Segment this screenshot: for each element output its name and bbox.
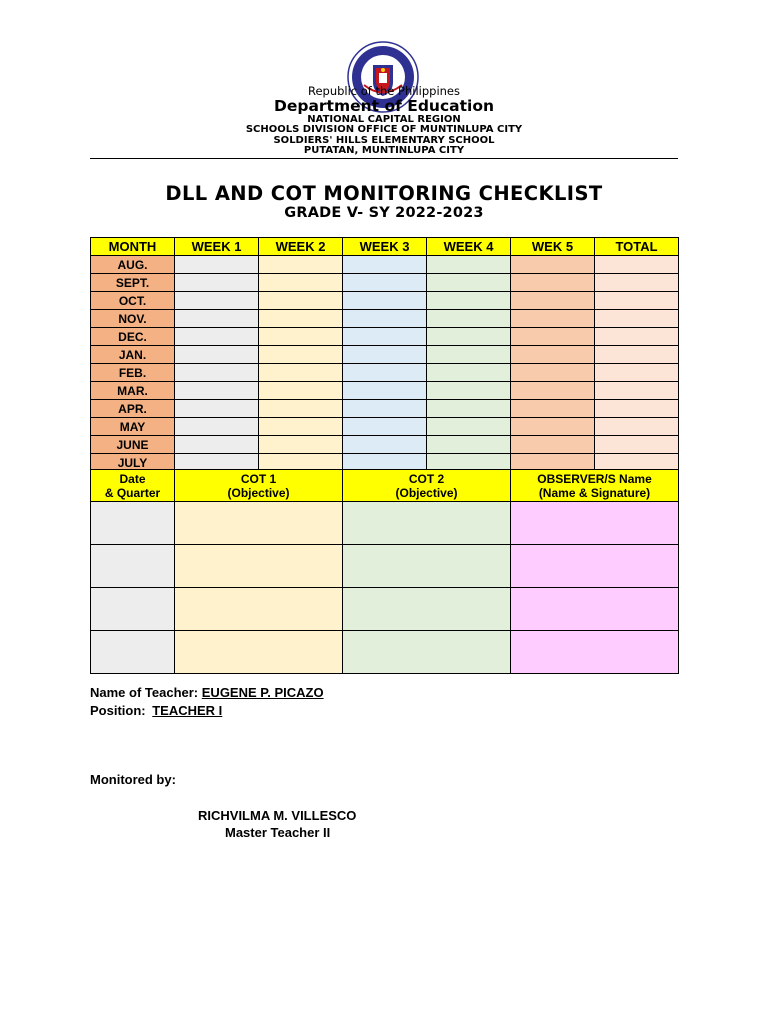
cot-row (91, 545, 679, 588)
total-cell[interactable] (595, 346, 679, 364)
cot2-cell[interactable] (343, 588, 511, 631)
total-cell[interactable] (595, 436, 679, 454)
week-3-cell[interactable] (343, 436, 427, 454)
week-1-cell[interactable] (175, 364, 259, 382)
header-total: TOTAL (595, 238, 679, 256)
teacher-position-line (90, 703, 222, 718)
date-cell[interactable] (91, 502, 175, 545)
week-5-cell[interactable] (511, 364, 595, 382)
week-3-cell[interactable] (343, 346, 427, 364)
week-2-cell[interactable] (259, 400, 343, 418)
header-divider (90, 158, 678, 159)
week-1-cell[interactable] (175, 418, 259, 436)
total-cell[interactable] (595, 256, 679, 274)
week-3-cell[interactable] (343, 292, 427, 310)
month-row (91, 310, 679, 328)
week-2-cell[interactable] (259, 364, 343, 382)
week-1-cell[interactable] (175, 346, 259, 364)
cot1-cell[interactable] (175, 545, 343, 588)
week-5-cell[interactable] (511, 346, 595, 364)
week-4-cell[interactable] (427, 436, 511, 454)
monitor-role: Master Teacher II (225, 825, 331, 840)
date-cell[interactable] (91, 588, 175, 631)
header-observer-line2: (Name & Signature) (538, 485, 651, 500)
week-4-cell[interactable] (427, 400, 511, 418)
cot1-cell[interactable] (175, 588, 343, 631)
week-3-cell[interactable] (343, 256, 427, 274)
observer-cell[interactable] (511, 545, 679, 588)
cot1-cell[interactable] (175, 631, 343, 674)
week-5-cell[interactable] (511, 400, 595, 418)
week-3-cell[interactable] (343, 400, 427, 418)
week-3-cell[interactable] (343, 364, 427, 382)
teacher-name-label: Name of Teacher: (90, 685, 199, 700)
week-4-cell[interactable] (427, 292, 511, 310)
week-1-cell[interactable] (175, 310, 259, 328)
week-4-cell[interactable] (427, 328, 511, 346)
month-label: AUG. (91, 256, 175, 274)
header-week-2: WEEK 2 (259, 238, 343, 256)
cot2-cell[interactable] (343, 545, 511, 588)
republic-line: Republic of the Philippines (307, 84, 461, 98)
header-cot2-line2: (Objective) (395, 485, 458, 500)
week-3-cell[interactable] (343, 382, 427, 400)
monitor-name: RICHVILMA M. VILLESCO (198, 808, 357, 823)
week-3-cell[interactable] (343, 418, 427, 436)
month-label: FEB. (91, 364, 175, 382)
month-row (91, 400, 679, 418)
week-5-cell[interactable] (511, 256, 595, 274)
month-label: OCT. (91, 292, 175, 310)
week-5-cell[interactable] (511, 418, 595, 436)
cot2-cell[interactable] (343, 502, 511, 545)
week-4-cell[interactable] (427, 346, 511, 364)
month-row (91, 364, 679, 382)
week-2-cell[interactable] (259, 274, 343, 292)
month-row (91, 382, 679, 400)
week-4-cell[interactable] (427, 274, 511, 292)
month-label: MAY (91, 418, 175, 436)
week-1-cell[interactable] (175, 328, 259, 346)
header-cot1-line2: (Objective) (227, 485, 290, 500)
week-2-cell[interactable] (259, 292, 343, 310)
header-month: MONTH (91, 238, 175, 256)
week-5-cell[interactable] (511, 292, 595, 310)
week-1-cell[interactable] (175, 292, 259, 310)
month-label: MAR. (91, 382, 175, 400)
cot-observation-table (90, 469, 679, 674)
week-1-cell[interactable] (175, 400, 259, 418)
table-header-row (91, 238, 679, 256)
school-line: SOLDIERS' HILLS ELEMENTARY SCHOOL (273, 135, 495, 146)
position-label: Position: (90, 703, 146, 718)
week-2-cell[interactable] (259, 328, 343, 346)
cot2-cell[interactable] (343, 631, 511, 674)
date-cell[interactable] (91, 631, 175, 674)
week-1-cell[interactable] (175, 256, 259, 274)
total-cell[interactable] (595, 274, 679, 292)
observer-cell[interactable] (511, 588, 679, 631)
date-cell[interactable] (91, 545, 175, 588)
week-1-cell[interactable] (175, 436, 259, 454)
month-row (91, 328, 679, 346)
week-3-cell[interactable] (343, 310, 427, 328)
monitored-by-label: Monitored by: (90, 772, 176, 787)
month-row (91, 274, 679, 292)
week-4-cell[interactable] (427, 364, 511, 382)
teacher-name-line (90, 685, 324, 700)
week-4-cell[interactable] (427, 418, 511, 436)
observer-cell[interactable] (511, 631, 679, 674)
total-cell[interactable] (595, 328, 679, 346)
week-2-cell[interactable] (259, 418, 343, 436)
week-3-cell[interactable] (343, 328, 427, 346)
teacher-name-value: EUGENE P. PICAZO (201, 685, 324, 700)
cot-row (91, 502, 679, 545)
cot-header-row (91, 470, 679, 502)
total-cell[interactable] (595, 418, 679, 436)
week-4-cell[interactable] (427, 310, 511, 328)
week-4-cell[interactable] (427, 256, 511, 274)
cot-row (91, 588, 679, 631)
header-cot2-line1: COT 2 (408, 471, 445, 486)
week-5-cell[interactable] (511, 274, 595, 292)
month-label: APR. (91, 400, 175, 418)
header-cot1-line1: COT 1 (240, 471, 277, 486)
header-cot1 (175, 470, 343, 502)
month-label: JULY (91, 454, 175, 472)
header-observer-line1: OBSERVER/S Name (537, 471, 652, 486)
week-1-cell[interactable] (175, 274, 259, 292)
month-row (91, 436, 679, 454)
cot1-cell[interactable] (175, 502, 343, 545)
header-week-5: WEK 5 (511, 238, 595, 256)
document-subtitle: GRADE V- SY 2022-2023 (284, 205, 484, 221)
total-cell[interactable] (595, 382, 679, 400)
total-cell[interactable] (595, 310, 679, 328)
month-row (91, 346, 679, 364)
address-line: PUTATAN, MUNTINLUPA CITY (303, 145, 465, 156)
month-label: JUNE (91, 436, 175, 454)
total-cell[interactable] (595, 292, 679, 310)
header-date-line1: Date (119, 471, 146, 486)
department-name: Department of Education (273, 97, 495, 115)
month-row (91, 418, 679, 436)
week-4-cell[interactable] (427, 382, 511, 400)
cot-row (91, 631, 679, 674)
header-week-3: WEEK 3 (343, 238, 427, 256)
month-label: DEC. (91, 328, 175, 346)
week-2-cell[interactable] (259, 346, 343, 364)
header-week-4: WEEK 4 (427, 238, 511, 256)
month-row (91, 292, 679, 310)
month-label: JAN. (91, 346, 175, 364)
header-week-1: WEEK 1 (175, 238, 259, 256)
month-label: SEPT. (91, 274, 175, 292)
header-cot2 (343, 470, 511, 502)
header-date-line2: & Quarter (104, 485, 161, 500)
week-2-cell[interactable] (259, 436, 343, 454)
header-observer (511, 470, 679, 502)
month-label: NOV. (91, 310, 175, 328)
region-line: NATIONAL CAPITAL REGION (307, 114, 461, 125)
observer-cell[interactable] (511, 502, 679, 545)
week-5-cell[interactable] (511, 382, 595, 400)
week-2-cell[interactable] (259, 256, 343, 274)
document-title: DLL AND COT MONITORING CHECKLIST (165, 182, 603, 205)
total-cell[interactable] (595, 400, 679, 418)
weekly-monitoring-table (90, 237, 679, 472)
week-3-cell[interactable] (343, 274, 427, 292)
division-line: SCHOOLS DIVISION OFFICE OF MUNTINLUPA CITY (245, 124, 523, 135)
week-2-cell[interactable] (259, 382, 343, 400)
position-value: TEACHER I (152, 703, 223, 718)
total-cell[interactable] (595, 364, 679, 382)
week-5-cell[interactable] (511, 328, 595, 346)
week-1-cell[interactable] (175, 382, 259, 400)
week-2-cell[interactable] (259, 310, 343, 328)
week-5-cell[interactable] (511, 310, 595, 328)
month-row (91, 256, 679, 274)
week-5-cell[interactable] (511, 436, 595, 454)
header-date-quarter (91, 470, 175, 502)
